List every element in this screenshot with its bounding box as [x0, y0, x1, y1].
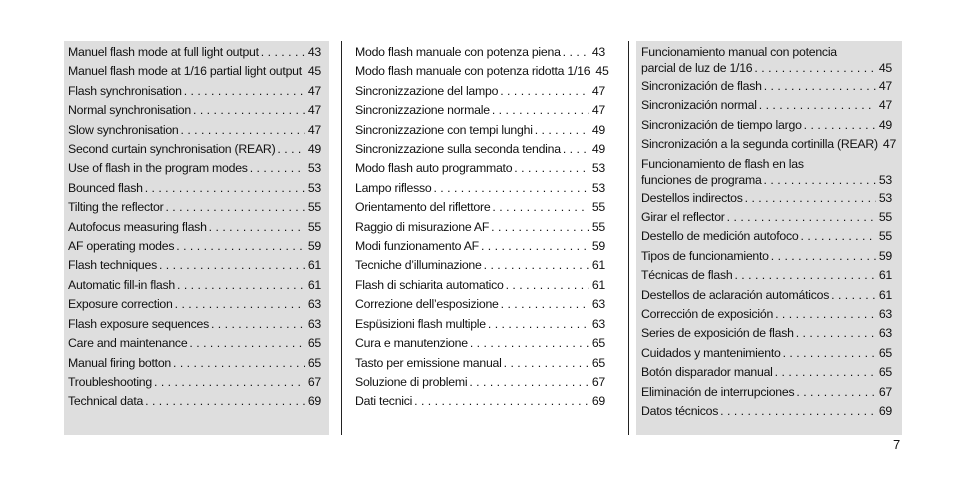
- toc-entry-row: [355, 101, 605, 120]
- toc-entry: [355, 256, 605, 275]
- toc-entry-title: Manuel flash mode at 1/16 partial light output: [68, 64, 302, 79]
- toc-entry-page: 47: [591, 103, 605, 118]
- toc-entry-row: [68, 237, 321, 256]
- toc-entry-row: [641, 116, 892, 135]
- dot-leader: [173, 295, 305, 314]
- toc-entry-row: [68, 198, 321, 217]
- toc-entry-title: Eliminación de interrupciones: [641, 384, 795, 399]
- dot-leader: [773, 305, 876, 324]
- toc-entry-page: 61: [307, 258, 321, 273]
- toc-entry-row: [68, 62, 321, 81]
- toc-entry: [641, 383, 892, 402]
- dot-leader: [163, 198, 304, 217]
- toc-entry: [641, 247, 892, 266]
- toc-entry-row: [641, 172, 892, 189]
- toc-entry: [641, 402, 892, 421]
- toc-entry-title: Bounced flash: [68, 180, 143, 195]
- toc-entry-page: 61: [591, 277, 605, 292]
- toc-list-spanish: [636, 41, 902, 422]
- toc-entry-row: [68, 315, 321, 334]
- toc-entry-page: 65: [878, 365, 892, 380]
- toc-entry-row: [68, 43, 321, 62]
- toc-entry: [355, 218, 605, 237]
- toc-entry-page: 49: [878, 117, 892, 132]
- dot-leader: [762, 77, 876, 96]
- toc-entry-title: Destello de medición autofoco: [641, 229, 799, 244]
- dot-leader: [182, 82, 305, 101]
- toc-entry: [641, 286, 892, 305]
- toc-entry-page: 65: [878, 345, 892, 360]
- toc-entry-row: [355, 179, 605, 198]
- toc-entry-row: [641, 363, 892, 382]
- dot-leader: [490, 101, 589, 120]
- toc-entry: [68, 315, 321, 334]
- toc-entry-title: AF operating modes: [68, 239, 175, 254]
- toc-entry-title: Tecniche d’illuminazione: [355, 258, 482, 273]
- toc-entry-title: Manual firing botton: [68, 355, 172, 370]
- toc-entry-title: Series de exposición de flash: [641, 326, 794, 341]
- toc-entry-page: 49: [591, 142, 605, 157]
- dot-leader: [802, 116, 876, 135]
- toc-entry-row: [355, 82, 605, 101]
- toc-panel-spanish: [636, 41, 902, 435]
- toc-entry: [355, 43, 605, 62]
- toc-entry-page: 59: [307, 239, 321, 254]
- toc-entry-row: [355, 237, 605, 256]
- toc-entry-title: Espüsizioni flash multiple: [355, 316, 486, 331]
- toc-entry: [68, 43, 321, 62]
- dot-leader: [498, 82, 589, 101]
- column-divider: [628, 41, 629, 435]
- dot-leader: [732, 266, 875, 285]
- toc-entry: [355, 101, 605, 120]
- toc-entry-title: Cuidados y mantenimiento: [641, 345, 781, 360]
- toc-entry: [355, 276, 605, 295]
- toc-entry: [68, 334, 321, 353]
- dot-leader: [209, 315, 305, 334]
- toc-entry-title: Sincronizzazione del lampo: [355, 83, 499, 98]
- toc-entry-page: 47: [307, 83, 321, 98]
- toc-entry-page: 53: [878, 190, 892, 205]
- dot-leader: [175, 276, 305, 295]
- toc-entry-title: Normal synchronisation: [68, 103, 191, 118]
- toc-entry: [68, 256, 321, 275]
- toc-entry-title: Flash exposure sequences: [68, 316, 209, 331]
- toc-entry-page: 61: [591, 258, 605, 273]
- toc-entry-row: [355, 159, 605, 178]
- toc-panel-english: [64, 41, 329, 435]
- toc-entry-title: Autofocus measuring flash: [68, 219, 207, 234]
- dot-leader: [486, 315, 589, 334]
- dot-leader: [718, 402, 876, 421]
- toc-entry-row: [641, 305, 892, 324]
- toc-entry-page: 53: [591, 161, 605, 176]
- dot-leader: [479, 237, 589, 256]
- toc-entry-page: 65: [591, 336, 605, 351]
- toc-entry: [68, 179, 321, 198]
- toc-entry-title: Troubleshooting: [68, 374, 152, 389]
- toc-entry: [355, 354, 605, 373]
- toc-entry-row: [641, 189, 892, 208]
- toc-entry-title: Tipos de funcionamiento: [641, 248, 769, 263]
- toc-entry-row: [355, 392, 605, 411]
- dot-leader: [561, 43, 589, 62]
- toc-entry-row: [68, 276, 321, 295]
- toc-entry-title: Care and maintenance: [68, 336, 188, 351]
- dot-leader: [187, 334, 304, 353]
- toc-entry-title: Botón disparador manual: [641, 365, 773, 380]
- toc-entry-row: [355, 256, 605, 275]
- toc-entry-row: [355, 43, 605, 62]
- dot-leader: [467, 373, 588, 392]
- toc-entry-row: [355, 295, 605, 314]
- toc-entry-page: 47: [307, 103, 321, 118]
- toc-entry: [355, 392, 605, 411]
- toc-entry-row: [355, 140, 605, 159]
- toc-entry: [641, 324, 892, 343]
- toc-entry-title: Soluzione di problemi: [355, 374, 468, 389]
- toc-entry-page: 47: [878, 79, 892, 93]
- toc-entry-page: 53: [878, 172, 892, 187]
- dot-leader: [191, 101, 305, 120]
- toc-entry-row: [641, 383, 892, 402]
- toc-entry-page: 63: [307, 316, 321, 331]
- toc-entry-page: 63: [591, 297, 605, 312]
- toc-entry-page: 55: [307, 219, 321, 234]
- dot-leader: [781, 344, 876, 363]
- toc-entry: [355, 121, 605, 140]
- toc-entry: [641, 135, 897, 154]
- toc-entry-row: [355, 373, 605, 392]
- toc-entry-row: [68, 295, 321, 314]
- toc-entry-title: Sincronización normal: [641, 98, 757, 113]
- toc-entry-row: [355, 276, 605, 295]
- toc-entry-page: 61: [307, 277, 321, 292]
- toc-entry-page: 47: [591, 83, 605, 98]
- toc-entry: [355, 179, 605, 198]
- dot-leader: [743, 189, 876, 208]
- toc-entry-row: [641, 266, 892, 285]
- toc-entry-page: 65: [307, 336, 321, 351]
- dot-leader: [799, 227, 876, 246]
- dot-leader: [143, 179, 305, 198]
- toc-entry: [355, 82, 605, 101]
- toc-entry-page: 49: [307, 142, 321, 157]
- toc-entry-page: 67: [878, 384, 892, 399]
- toc-entry-row: [355, 334, 605, 353]
- toc-entry-row: [641, 60, 892, 77]
- toc-entry-title: Sincronizzazione sulla seconda tendina: [355, 142, 561, 157]
- toc-entry: [355, 159, 605, 178]
- toc-entry-title: Sincronizzazione normale: [355, 103, 490, 118]
- toc-entry-title: Datos técnicos: [641, 404, 719, 419]
- toc-entry-row: [641, 77, 892, 96]
- toc-entry: [68, 392, 321, 411]
- toc-entry-row: [68, 334, 321, 353]
- toc-entry: [355, 62, 609, 81]
- toc-entry-page: 63: [591, 316, 605, 331]
- dot-leader: [504, 276, 589, 295]
- toc-entry-page: 59: [878, 248, 892, 263]
- toc-entry-row: [641, 402, 892, 421]
- toc-entry-title: Modi funzionamento AF: [355, 239, 479, 254]
- toc-entry-row: [355, 121, 605, 140]
- toc-entry-row: [68, 159, 321, 178]
- toc-entry-title: Raggio di misurazione AF: [355, 219, 490, 234]
- dot-leader: [143, 392, 305, 411]
- toc-entry: [641, 363, 892, 382]
- toc-entry-page: 47: [307, 122, 321, 137]
- dot-leader: [769, 247, 876, 266]
- toc-entry-row: [641, 324, 892, 343]
- toc-entry-page: 67: [307, 374, 321, 389]
- dot-leader: [502, 354, 589, 373]
- toc-entry-title: Lampo riflesso: [355, 180, 432, 195]
- toc-entry-row: [68, 392, 321, 411]
- toc-entry: [641, 45, 892, 77]
- dot-leader: [533, 121, 589, 140]
- toc-entry-title: Slow synchronisation: [68, 122, 179, 137]
- dot-leader: [248, 159, 305, 178]
- dot-leader: [174, 237, 305, 256]
- toc-entry-page: 69: [307, 394, 321, 409]
- toc-entry-row: [68, 140, 321, 159]
- toc-entry: [355, 334, 605, 353]
- toc-entry-page: 65: [591, 355, 605, 370]
- dot-leader: [171, 354, 305, 373]
- dot-leader: [794, 383, 875, 402]
- dot-leader: [207, 218, 305, 237]
- toc-list-italian: [351, 41, 609, 412]
- toc-entry-page: 45: [307, 64, 321, 79]
- toc-entry: [355, 373, 605, 392]
- dot-leader: [489, 218, 589, 237]
- dot-leader: [152, 373, 305, 392]
- page-number: 7: [893, 437, 901, 452]
- toc-entry-title: Girar el reflector: [641, 210, 725, 225]
- toc-entry-row: [641, 227, 892, 246]
- dot-leader: [259, 43, 305, 62]
- toc-entry: [641, 227, 892, 246]
- toc-entry: [68, 198, 321, 217]
- toc-entry-page: 63: [878, 326, 892, 341]
- toc-entry-row: [641, 286, 892, 305]
- toc-entry: [68, 354, 321, 373]
- dot-leader: [275, 140, 304, 159]
- toc-entry-row: [68, 354, 321, 373]
- toc-entry-row: [355, 218, 605, 237]
- toc-entry-title: Dati tecnici: [355, 394, 413, 409]
- toc-entry: [68, 218, 321, 237]
- toc-entry-row: [641, 96, 892, 115]
- toc-entry: [68, 276, 321, 295]
- toc-entry-title: Corrección de exposición: [641, 307, 774, 322]
- toc-panel-italian: [351, 41, 609, 435]
- toc-entry-page: 55: [878, 229, 892, 244]
- toc-entry-title: Automatic fill-in flash: [68, 277, 176, 292]
- toc-entry-row: [355, 354, 605, 373]
- dot-leader: [157, 256, 305, 275]
- toc-entry-title: Sincronización de flash: [641, 79, 762, 93]
- dot-leader: [794, 324, 876, 343]
- dot-leader: [482, 256, 589, 275]
- toc-entry-page: 55: [591, 219, 605, 234]
- toc-entry-row: [641, 344, 892, 363]
- toc-entry-row: [641, 208, 892, 227]
- toc-entry: [355, 315, 605, 334]
- dot-leader: [829, 286, 876, 305]
- toc-entry-title: Modo flash manuale con potenza piena: [355, 45, 561, 59]
- toc-entry-page: 67: [591, 374, 605, 389]
- toc-entry-title: Second curtain synchronisation (REAR): [68, 142, 276, 157]
- dot-leader: [762, 172, 876, 189]
- toc-entry: [641, 344, 892, 363]
- toc-entry-page: 53: [591, 180, 605, 195]
- toc-entry-title: Destellos de aclaración automáticos: [641, 287, 830, 302]
- dot-leader: [757, 96, 876, 115]
- dot-leader: [725, 208, 876, 227]
- dot-leader: [512, 159, 589, 178]
- toc-entry: [641, 77, 892, 96]
- toc-entry-page: 43: [591, 45, 605, 59]
- dot-leader: [773, 363, 876, 382]
- toc-entry-title: Sincronización a la segunda cortinilla (REAR): [641, 137, 878, 152]
- toc-entry: [641, 96, 892, 115]
- toc-entry-title: Orientamento del riflettore: [355, 200, 491, 215]
- toc-entry: [641, 189, 892, 208]
- toc-entry-title: parcial de luz de 1/16: [641, 61, 753, 75]
- toc-entry-page: 63: [878, 307, 892, 322]
- dot-leader: [468, 334, 589, 353]
- toc-entry-title: Técnicas de flash: [641, 268, 733, 283]
- toc-entry-page: 61: [878, 268, 892, 283]
- toc-entry-page: 47: [882, 137, 897, 152]
- toc-entry: [68, 140, 321, 159]
- toc-entry: [355, 140, 605, 159]
- toc-entry-row: [68, 101, 321, 120]
- toc-entry: [641, 208, 892, 227]
- toc-entry-page: 53: [307, 180, 321, 195]
- toc-entry-title: Manuel flash mode at full light output: [68, 45, 259, 59]
- toc-entry: [68, 121, 321, 140]
- toc-entry-title: funciones de programa: [641, 172, 762, 187]
- toc-entry-title-line: Funcionamiento manual con potencia: [641, 45, 837, 59]
- dot-leader: [499, 295, 589, 314]
- dot-leader: [752, 60, 875, 77]
- toc-entry: [641, 305, 892, 324]
- dot-leader: [490, 198, 588, 217]
- toc-entry-page: 53: [307, 161, 321, 176]
- toc-entry: [68, 82, 321, 101]
- toc-entry-page: 45: [878, 61, 892, 75]
- toc-entry: [68, 373, 321, 392]
- toc-entry-title: Tilting the reflector: [68, 200, 164, 215]
- toc-entry-title: Sincronización de tiempo largo: [641, 117, 802, 132]
- toc-entry-title: Sincronizzazione con tempi lunghi: [355, 122, 533, 137]
- toc-entry-title: Destellos indirectos: [641, 190, 743, 205]
- toc-entry: [355, 198, 605, 217]
- toc-entry-row: [68, 256, 321, 275]
- column-divider: [341, 41, 342, 435]
- toc-entry-title: Use of flash in the program modes: [68, 161, 248, 176]
- toc-entry-row: [641, 135, 897, 154]
- toc-entry-row: [68, 179, 321, 198]
- toc-entry-page: 45: [595, 64, 609, 79]
- dot-leader: [561, 140, 589, 159]
- toc-entry-row: [355, 315, 605, 334]
- toc-entry-title: Correzione dell’esposizione: [355, 297, 499, 312]
- toc-entry-page: 43: [307, 45, 321, 59]
- toc-entry-page: 63: [307, 297, 321, 312]
- toc-entry: [355, 237, 605, 256]
- toc-entry-page: 55: [307, 200, 321, 215]
- toc-entry: [68, 237, 321, 256]
- dot-leader: [179, 121, 305, 140]
- toc-entry-page: 47: [878, 98, 892, 113]
- toc-entry: [68, 101, 321, 120]
- toc-entry-page: 59: [591, 239, 605, 254]
- toc-entry: [68, 62, 321, 81]
- toc-entry-row: [68, 121, 321, 140]
- toc-entry-row: [68, 373, 321, 392]
- dot-leader: [412, 392, 589, 411]
- toc-entry-title: Cura e manutenzione: [355, 336, 468, 351]
- toc-entry-title: Flash synchronisation: [68, 83, 182, 98]
- toc-list-english: [64, 41, 329, 412]
- toc-entry-title: Modo flash auto programmato: [355, 161, 513, 176]
- toc-entry: [641, 116, 892, 135]
- toc-entry-page: 69: [878, 404, 892, 419]
- toc-entry-page: 65: [307, 355, 321, 370]
- toc-entry-page: 49: [591, 122, 605, 137]
- toc-entry-page: 69: [591, 394, 605, 409]
- dot-leader: [431, 179, 588, 198]
- toc-entry: [355, 295, 605, 314]
- toc-entry-title: Modo flash manuale con potenza ridotta 1/16: [355, 64, 591, 79]
- toc-entry-row: [355, 62, 609, 81]
- toc-entry: [68, 295, 321, 314]
- toc-entry-title: Exposure correction: [68, 297, 173, 312]
- toc-entry-row: [68, 218, 321, 237]
- toc-entry-page: 55: [591, 200, 605, 215]
- toc-entry-title: Flash techniques: [68, 258, 157, 273]
- toc-entry-title-line: Funcionamiento de flash en las: [641, 156, 804, 171]
- toc-entry: [68, 159, 321, 178]
- toc-entry-title: Flash di schiarita automatico: [355, 277, 504, 292]
- toc-entry-title: Technical data: [68, 394, 144, 409]
- toc-entry-row: [355, 198, 605, 217]
- toc-entry-row: [641, 247, 892, 266]
- toc-entry-row: [68, 82, 321, 101]
- toc-entry-page: 61: [878, 287, 892, 302]
- toc-entry: [641, 157, 892, 189]
- toc-entry-page: 55: [878, 210, 892, 225]
- toc-entry-title: Tasto per emissione manual: [355, 355, 502, 370]
- toc-entry: [641, 266, 892, 285]
